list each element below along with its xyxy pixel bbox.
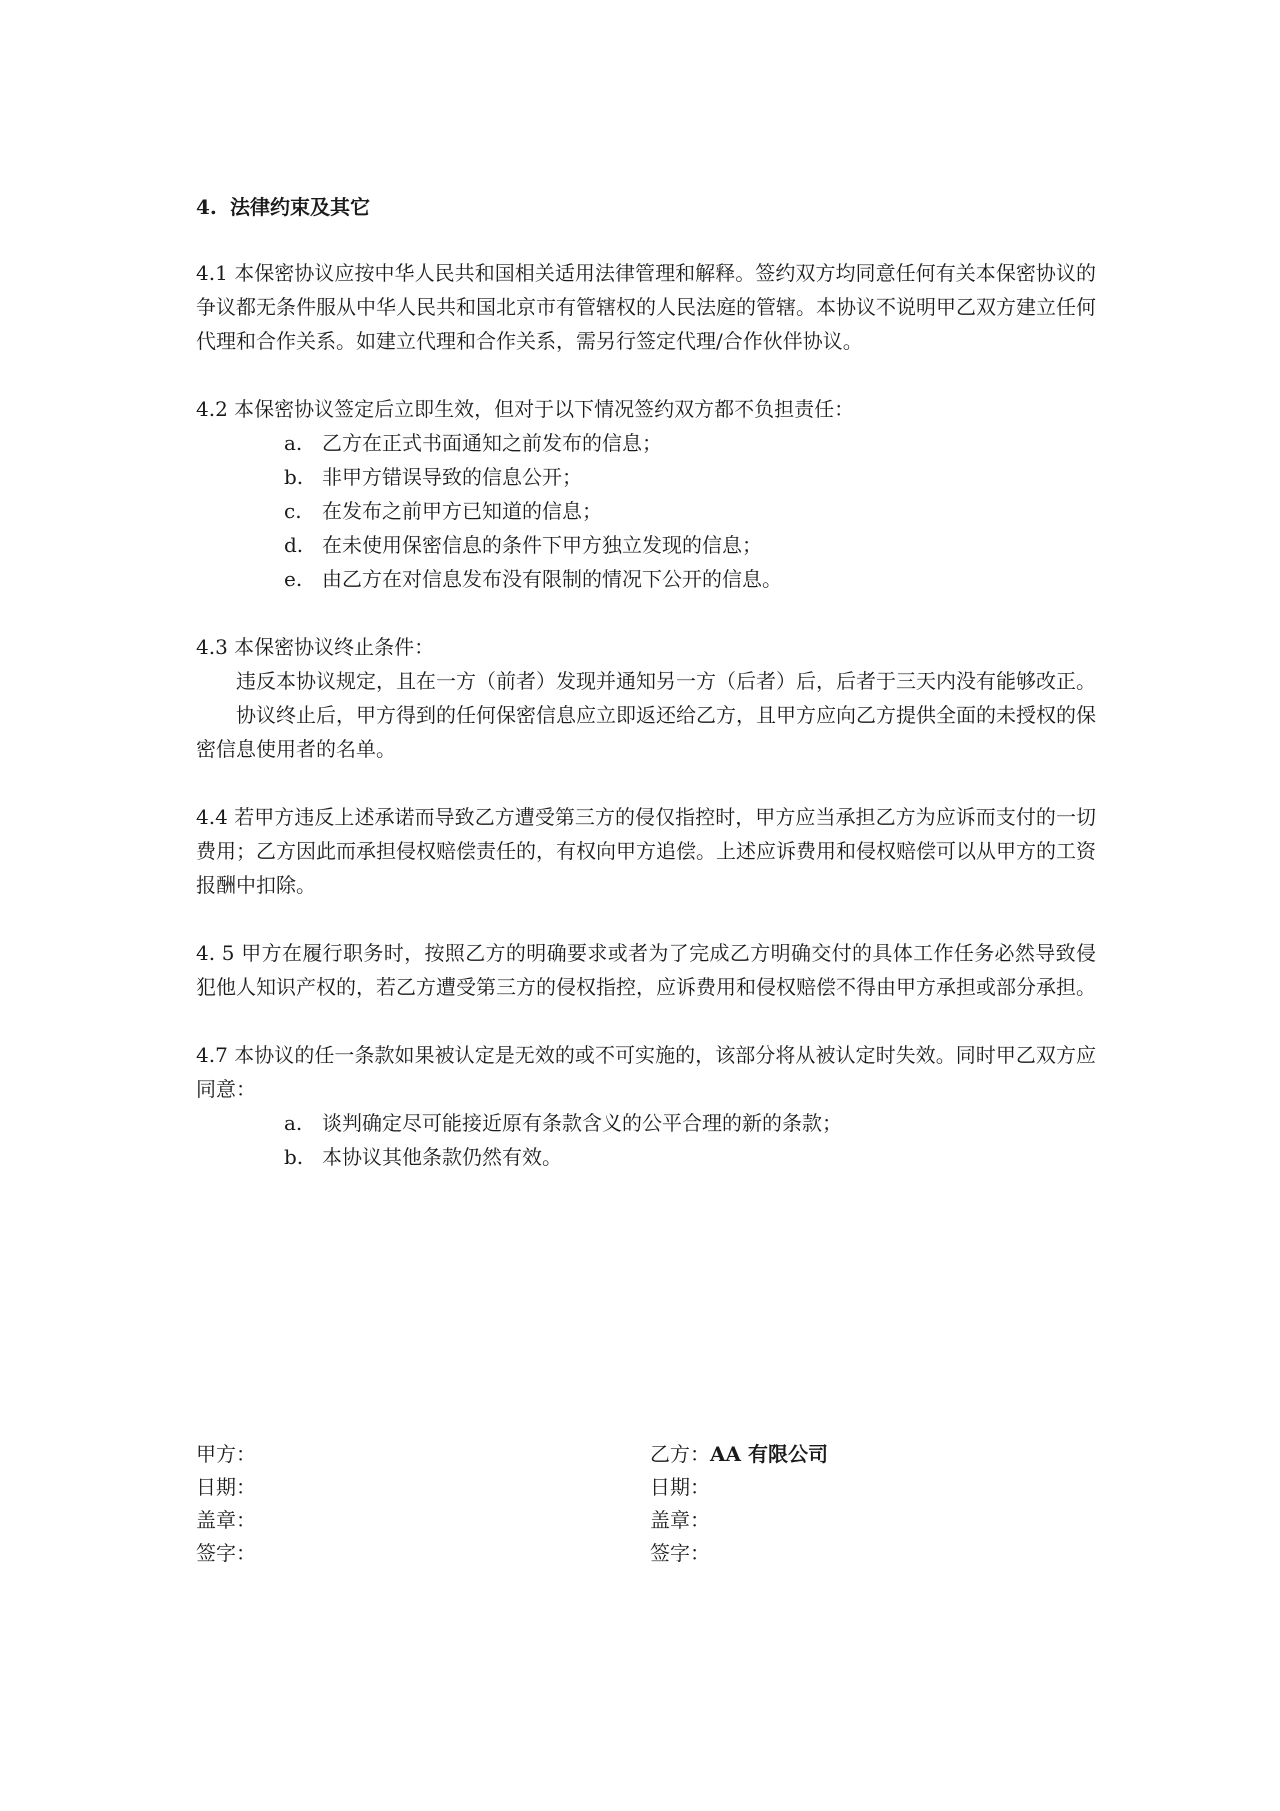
clause-4-1	[196, 256, 1096, 358]
list-item	[284, 562, 1096, 596]
list-marker: a.	[284, 431, 303, 455]
list-item	[284, 426, 1096, 460]
list-marker: b.	[284, 1145, 304, 1169]
party-a-signature	[196, 1438, 650, 1570]
list-item-text: 由乙方在对信息发布没有限制的情况下公开的信息。	[322, 567, 782, 591]
clause-4-2-intro: 4.2 本保密协议签定后立即生效，但对于以下情况签约双方都不负担责任：	[196, 397, 855, 421]
clause-4-5-text: 4. 5 甲方在履行职务时，按照乙方的明确要求或者为了完成乙方明确交付的具体工作任务必然导致侵犯他人知识产权的，若乙方遭受第三方的侵权指控，应诉费用和侵权赔偿不得由甲方承担或部分承担。	[196, 941, 1096, 999]
party-a-seal-label: 盖章：	[196, 1508, 256, 1532]
list-item	[284, 528, 1096, 562]
clause-4-4-text: 4.4 若甲方违反上述承诺而导致乙方遭受第三方的侵仅指控时，甲方应当承担乙方为应诉而支付的一切费用；乙方因此而承担侵权赔偿责任的，有权向甲方追偿。上述应诉费用和侵权赔偿可以从甲方的工资报酬中扣除。	[196, 805, 1096, 897]
list-marker: e.	[284, 567, 303, 591]
list-marker: b.	[284, 465, 304, 489]
section-heading	[196, 190, 1096, 224]
list-item	[284, 1106, 1096, 1140]
clause-4-7-intro: 4.7 本协议的任一条款如果被认定是无效的或不可实施的，该部分将从被认定时失效。同时甲乙双方应同意：	[196, 1043, 1096, 1101]
party-a-date-label: 日期：	[196, 1475, 256, 1499]
party-b-seal-label: 盖章：	[650, 1508, 710, 1532]
list-item-text: 在发布之前甲方已知道的信息；	[322, 499, 602, 523]
section-title: 法律约束及其它	[230, 195, 370, 219]
signature-block	[196, 1438, 1096, 1570]
clause-4-3-intro: 4.3 本保密协议终止条件：	[196, 635, 435, 659]
list-item-text: 谈判确定尽可能接近原有条款含义的公平合理的新的条款；	[322, 1111, 842, 1135]
party-b-line	[650, 1438, 1096, 1471]
clause-4-3-paragraph-1: 违反本协议规定，且在一方（前者）发现并通知另一方（后者）后，后者于三天内没有能够改正。	[236, 669, 1096, 693]
list-item-text: 本协议其他条款仍然有效。	[322, 1145, 562, 1169]
party-b-date-label: 日期：	[650, 1475, 710, 1499]
clause-4-7	[196, 1038, 1096, 1174]
clause-4-2-list	[196, 426, 1096, 596]
section-number: 4.	[196, 195, 217, 219]
list-item	[284, 460, 1096, 494]
party-b-label: 乙方：	[650, 1442, 710, 1466]
clause-4-2	[196, 392, 1096, 596]
party-b-company: AA 有限公司	[710, 1442, 828, 1466]
list-item-text: 乙方在正式书面通知之前发布的信息；	[322, 431, 662, 455]
clause-4-3	[196, 630, 1096, 766]
list-marker: a.	[284, 1111, 303, 1135]
clause-4-5	[196, 936, 1096, 1004]
clause-4-4	[196, 800, 1096, 902]
clause-4-7-list	[196, 1106, 1096, 1174]
document-body	[196, 190, 1096, 1208]
list-item-text: 非甲方错误导致的信息公开；	[322, 465, 582, 489]
party-b-sign-label: 签字：	[650, 1541, 710, 1565]
clause-4-1-text: 4.1 本保密协议应按中华人民共和国相关适用法律管理和解释。签约双方均同意任何有关本保密协议的争议都无条件服从中华人民共和国北京市有管辖权的人民法庭的管辖。本协议不说明甲乙双方建立任何代理和合作关系。如建立代理和合作关系，需另行签定代理/合作伙伴协议。	[196, 261, 1096, 353]
clause-4-3-paragraph-2: 协议终止后，甲方得到的任何保密信息应立即返还给乙方，且甲方应向乙方提供全面的未授权的保密信息使用者的名单。	[196, 703, 1096, 761]
list-marker: c.	[284, 499, 302, 523]
list-item-text: 在未使用保密信息的条件下甲方独立发现的信息；	[322, 533, 762, 557]
list-item	[284, 494, 1096, 528]
party-b-signature	[650, 1438, 1096, 1570]
list-item	[284, 1140, 1096, 1174]
party-a-sign-label: 签字：	[196, 1541, 256, 1565]
list-marker: d.	[284, 533, 304, 557]
party-a-label: 甲方：	[196, 1442, 256, 1466]
